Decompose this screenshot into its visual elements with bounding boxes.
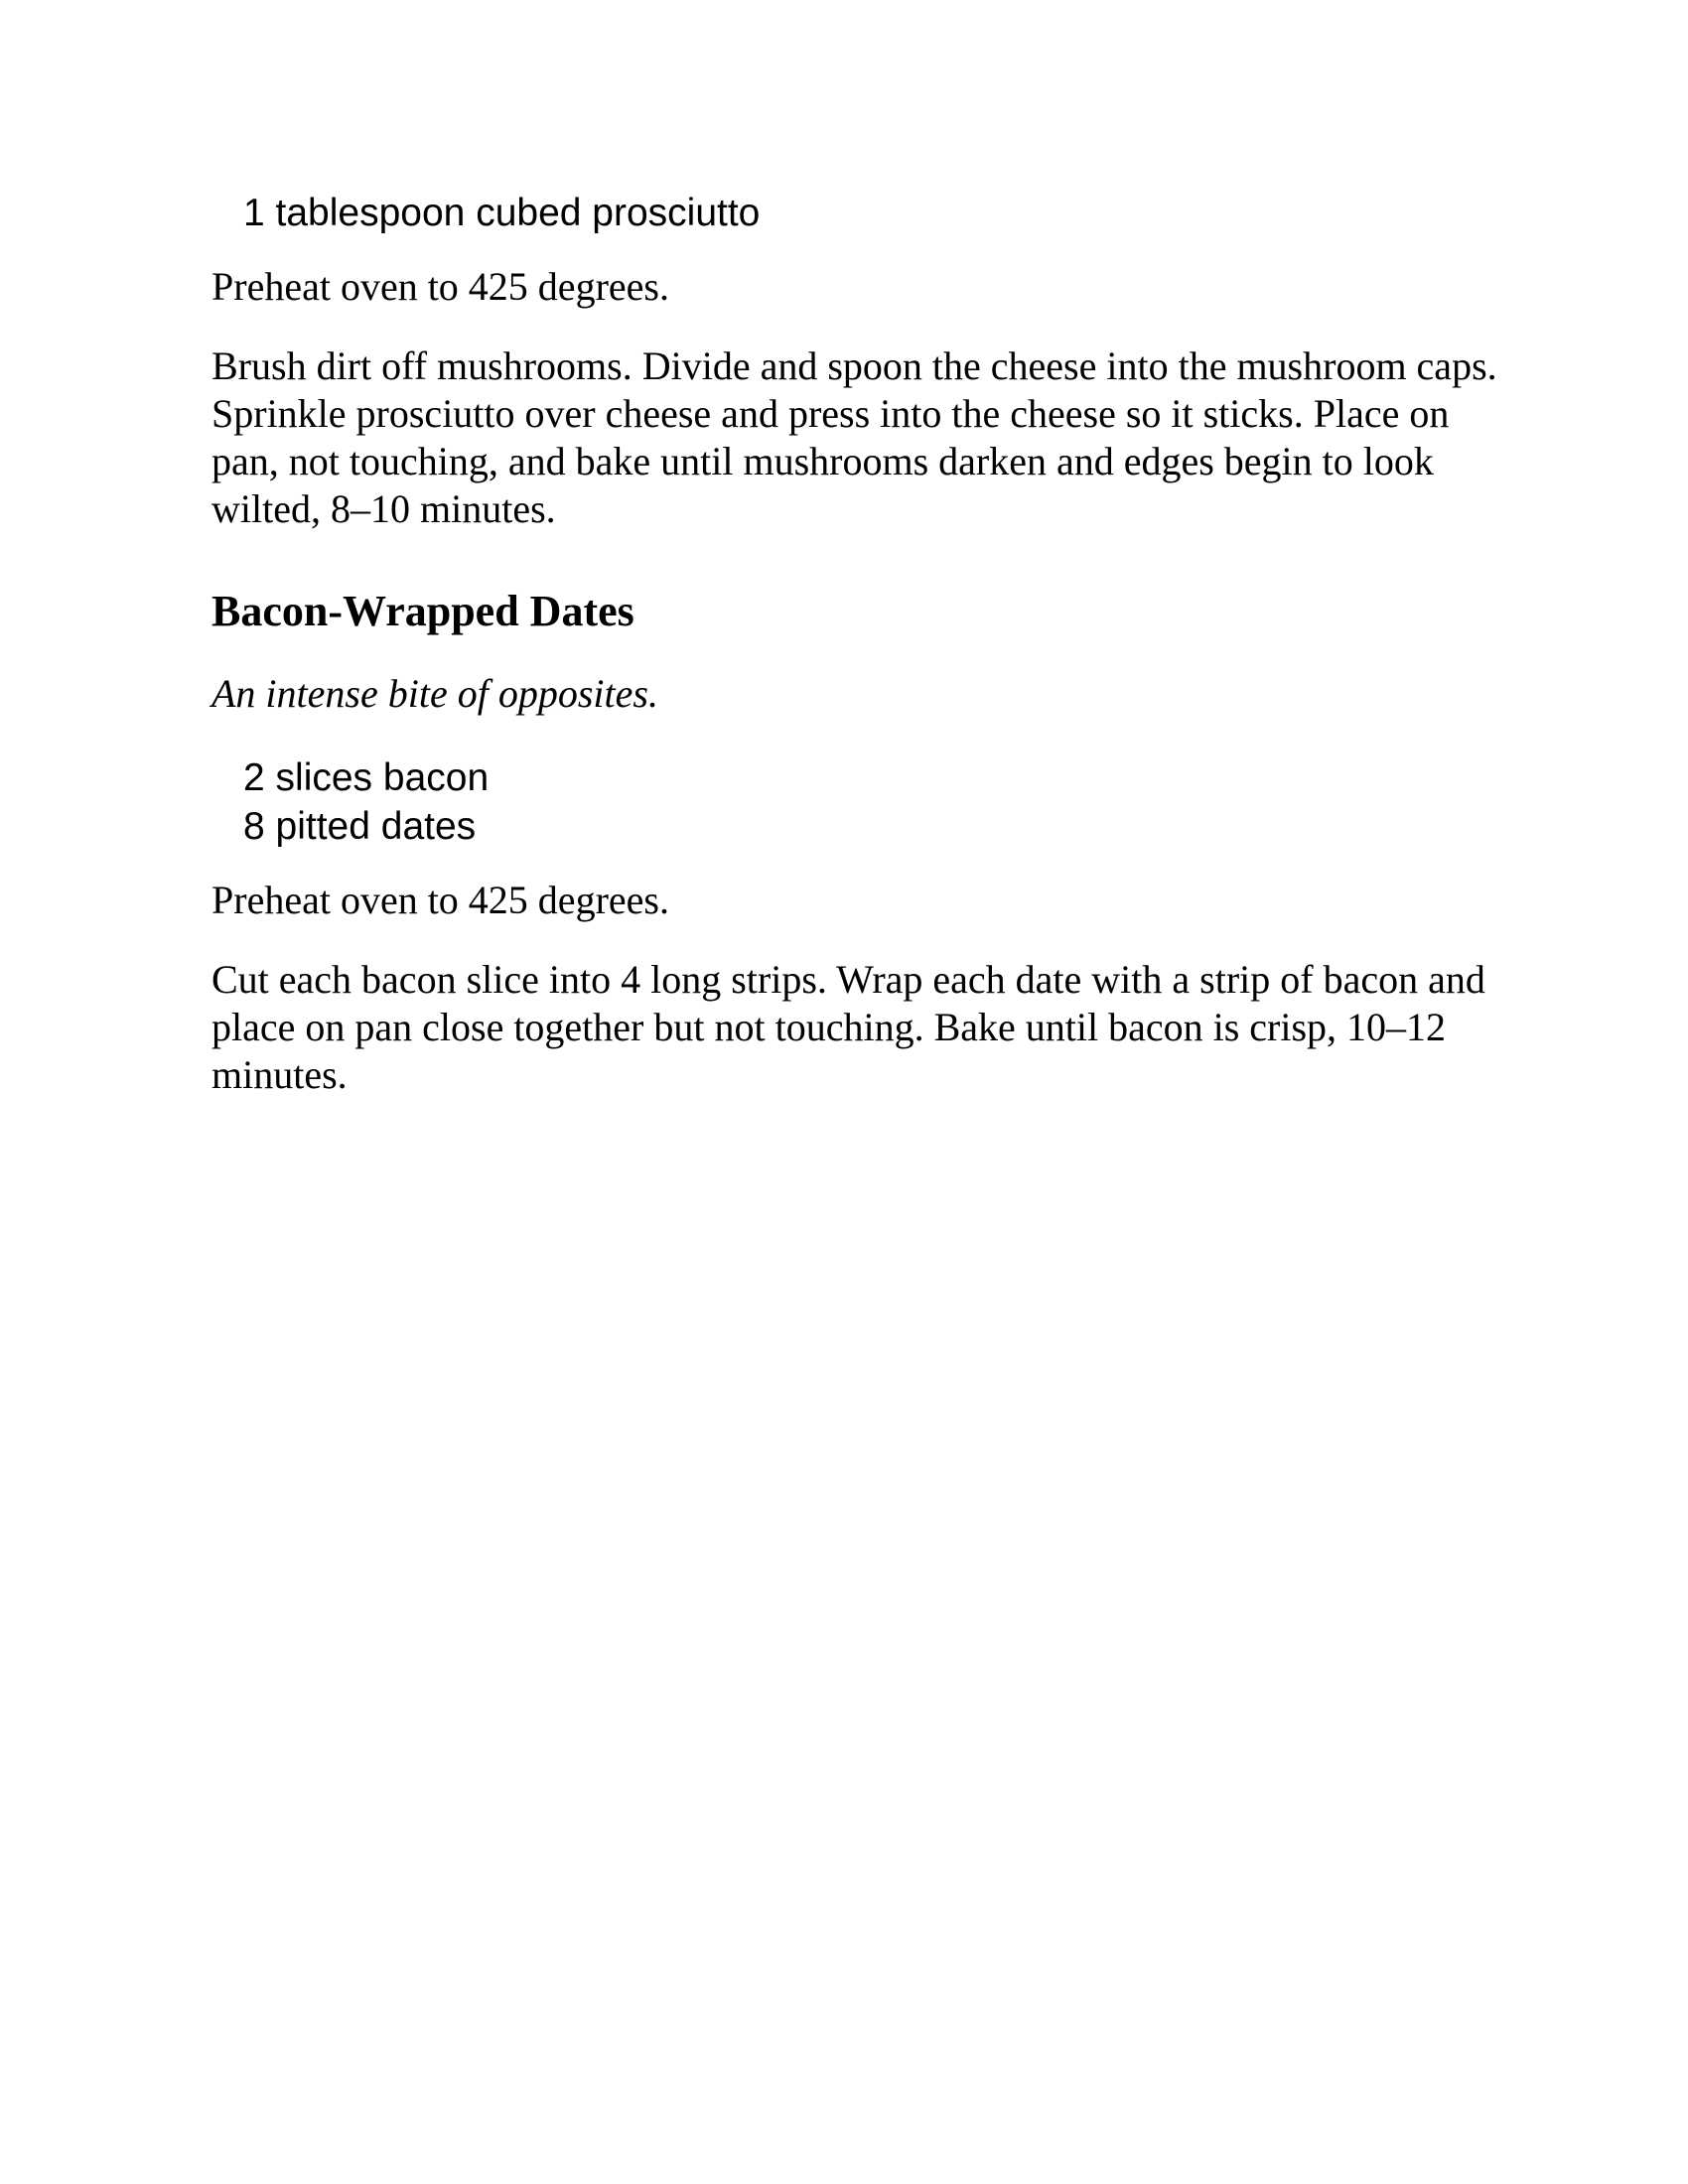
recipe-page [211, 189, 1502, 1131]
ingredient-list [211, 189, 1502, 237]
instruction-paragraph: Brush dirt off mushrooms. Divide and spoon the cheese into the mushroom caps. Sprinkle prosciutto over cheese and press into the cheese so it sticks. Place on pan, not touching, and bake until mushrooms darken and edges begin to look wilted, 8–10 minutes. [211, 343, 1497, 531]
ingredient-item: 8 pitted dates [243, 805, 477, 848]
ingredient-item: 1 tablespoon cubed prosciutto [243, 192, 761, 234]
recipe-tagline: An intense bite of opposites. [211, 671, 658, 716]
instruction-paragraph: Cut each bacon slice into 4 long strips. Wrap each date with a strip of bacon and place on pan close together but not touching. Bake until bacon is crisp, 10–12 minutes. [211, 957, 1485, 1097]
ingredient-list [211, 753, 1502, 851]
ingredient-item: 2 slices bacon [243, 756, 490, 799]
instruction-paragraph: Preheat oven to 425 degrees. [211, 878, 669, 922]
instruction-paragraph: Preheat oven to 425 degrees. [211, 264, 669, 309]
recipe-title: Bacon-Wrapped Dates [211, 587, 634, 635]
